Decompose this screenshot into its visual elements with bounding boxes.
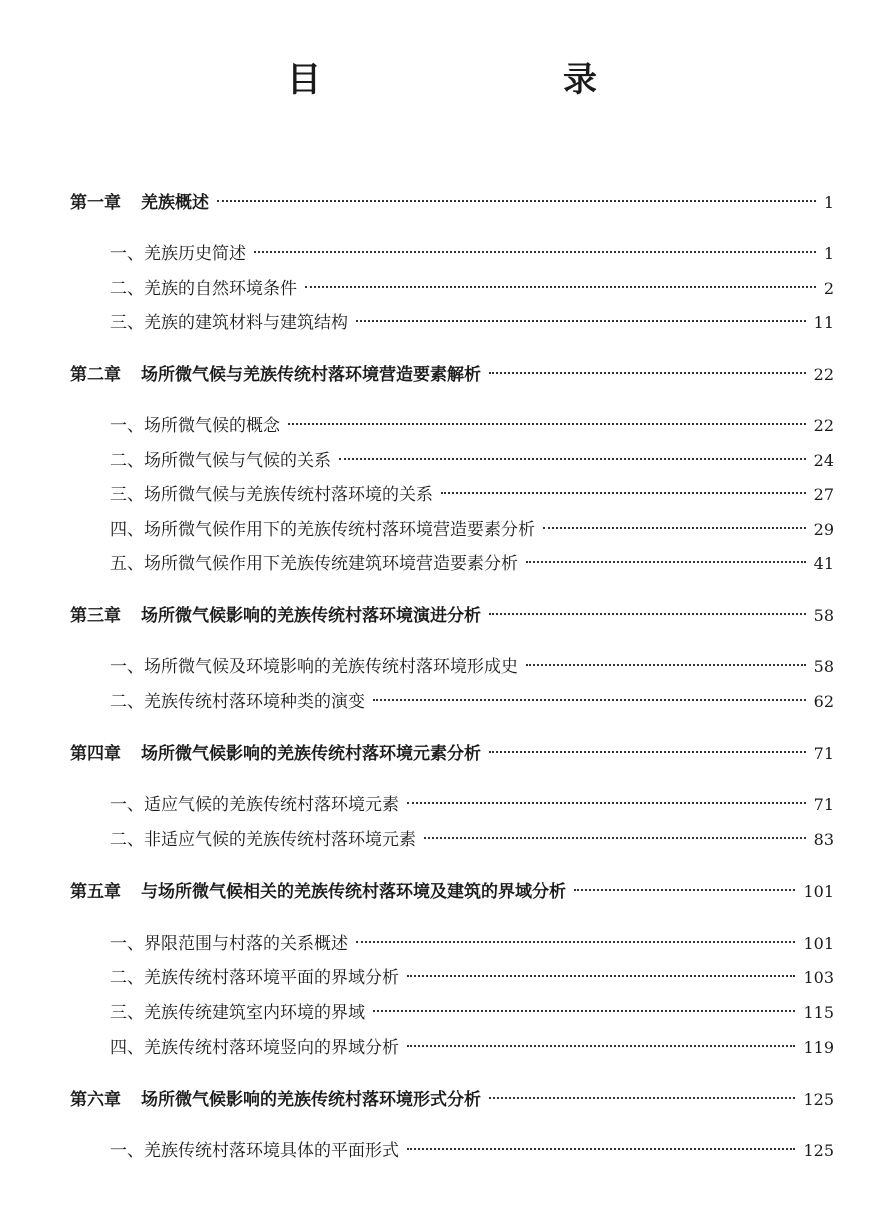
toc-section[interactable] — [110, 652, 834, 682]
section-title: 三、羌族传统建筑室内环境的界域 — [110, 1003, 365, 1023]
toc-chapter-6[interactable] — [70, 1085, 834, 1115]
page-number: 101 — [803, 934, 834, 953]
dot-leader — [305, 286, 816, 288]
toc-section[interactable] — [110, 515, 834, 545]
section-title: 三、羌族的建筑材料与建筑结构 — [110, 313, 348, 333]
toc-chapter-3[interactable] — [70, 601, 834, 631]
toc-section[interactable] — [110, 446, 834, 476]
dot-leader — [373, 699, 806, 701]
page-number: 83 — [813, 830, 834, 849]
toc-section[interactable] — [110, 1033, 834, 1063]
toc-section[interactable] — [110, 274, 834, 304]
dot-leader — [543, 527, 806, 529]
dot-leader — [407, 802, 806, 804]
toc-section[interactable] — [110, 308, 834, 338]
chapter-number: 第五章 — [70, 882, 121, 902]
toc-section[interactable] — [110, 790, 834, 820]
dot-leader — [407, 1148, 795, 1150]
section-title: 一、羌族传统村落环境具体的平面形式 — [110, 1141, 399, 1161]
dot-leader — [489, 1097, 795, 1099]
chapter-title: 场所微气候影响的羌族传统村落环境元素分析 — [141, 744, 481, 764]
section-title: 一、场所微气候及环境影响的羌族传统村落环境形成史 — [110, 657, 518, 677]
dot-leader — [489, 613, 806, 615]
page-number: 71 — [813, 744, 834, 763]
dot-leader — [373, 1010, 795, 1012]
dot-leader — [217, 200, 816, 202]
dot-leader — [441, 492, 806, 494]
page-number: 58 — [813, 657, 834, 676]
page-number: 1 — [823, 244, 834, 263]
toc-chapter-2[interactable] — [70, 360, 834, 390]
page-number: 58 — [813, 606, 834, 625]
section-title: 一、羌族历史简述 — [110, 244, 246, 264]
dot-leader — [407, 975, 795, 977]
page-number: 22 — [813, 365, 834, 384]
section-title: 一、场所微气候的概念 — [110, 416, 280, 436]
page-number: 29 — [813, 520, 834, 539]
chapter-title: 场所微气候与羌族传统村落环境营造要素解析 — [141, 365, 481, 385]
chapter-title: 羌族概述 — [141, 193, 209, 213]
section-title: 三、场所微气候与羌族传统村落环境的关系 — [110, 485, 433, 505]
dot-leader — [356, 941, 795, 943]
toc-section[interactable] — [110, 480, 834, 510]
page-number: 24 — [813, 451, 834, 470]
page-number: 71 — [813, 795, 834, 814]
section-title: 一、界限范围与村落的关系概述 — [110, 934, 348, 954]
chapter-title: 与场所微气候相关的羌族传统村落环境及建筑的界域分析 — [141, 882, 566, 902]
section-title: 二、羌族传统村落环境平面的界域分析 — [110, 968, 399, 988]
dot-leader — [407, 1045, 795, 1047]
chapter-number: 第六章 — [70, 1090, 121, 1110]
toc-section[interactable] — [110, 963, 834, 993]
dot-leader — [526, 664, 806, 666]
page-number: 101 — [803, 882, 834, 901]
toc-section[interactable] — [110, 549, 834, 579]
section-title: 二、羌族的自然环境条件 — [110, 279, 297, 299]
section-title: 五、场所微气候作用下羌族传统建筑环境营造要素分析 — [110, 554, 518, 574]
dot-leader — [424, 837, 806, 839]
chapter-number: 第四章 — [70, 744, 121, 764]
page-number: 119 — [803, 1038, 834, 1057]
toc-chapter-1[interactable] — [70, 188, 834, 218]
toc-section[interactable] — [110, 239, 834, 269]
toc-section[interactable] — [110, 929, 834, 959]
page-number: 103 — [803, 968, 834, 987]
chapter-title: 场所微气候影响的羌族传统村落环境形式分析 — [141, 1090, 481, 1110]
dot-leader — [489, 751, 806, 753]
dot-leader — [339, 458, 806, 460]
chapter-number: 第二章 — [70, 365, 121, 385]
page-number: 22 — [813, 416, 834, 435]
section-title: 二、场所微气候与气候的关系 — [110, 451, 331, 471]
page-number: 62 — [813, 692, 834, 711]
page-number: 1 — [823, 193, 834, 212]
dot-leader — [356, 320, 806, 322]
page-number: 2 — [823, 279, 834, 298]
section-title: 四、场所微气候作用下的羌族传统村落环境营造要素分析 — [110, 520, 535, 540]
page-number: 125 — [803, 1141, 834, 1160]
page-number: 27 — [813, 485, 834, 504]
dot-leader — [288, 423, 806, 425]
chapter-number: 第一章 — [70, 193, 121, 213]
page-number: 125 — [803, 1090, 834, 1109]
dot-leader — [574, 889, 795, 891]
toc-section[interactable] — [110, 825, 834, 855]
page-title: 目 录 — [287, 60, 655, 100]
chapter-number: 第三章 — [70, 606, 121, 626]
dot-leader — [526, 561, 806, 563]
toc-chapter-5[interactable] — [70, 877, 834, 907]
toc-section[interactable] — [110, 411, 834, 441]
dot-leader — [489, 372, 806, 374]
toc-chapter-4[interactable] — [70, 739, 834, 769]
toc-section[interactable] — [110, 998, 834, 1028]
section-title: 二、非适应气候的羌族传统村落环境元素 — [110, 830, 416, 850]
section-title: 四、羌族传统村落环境竖向的界域分析 — [110, 1038, 399, 1058]
dot-leader — [254, 251, 816, 253]
section-title: 一、适应气候的羌族传统村落环境元素 — [110, 795, 399, 815]
toc-section[interactable] — [110, 1136, 834, 1166]
chapter-title: 场所微气候影响的羌族传统村落环境演进分析 — [141, 606, 481, 626]
toc-section[interactable] — [110, 687, 834, 717]
page-number: 11 — [813, 313, 834, 332]
page-number: 41 — [813, 554, 834, 573]
section-title: 二、羌族传统村落环境种类的演变 — [110, 692, 365, 712]
page-number: 115 — [803, 1003, 834, 1022]
